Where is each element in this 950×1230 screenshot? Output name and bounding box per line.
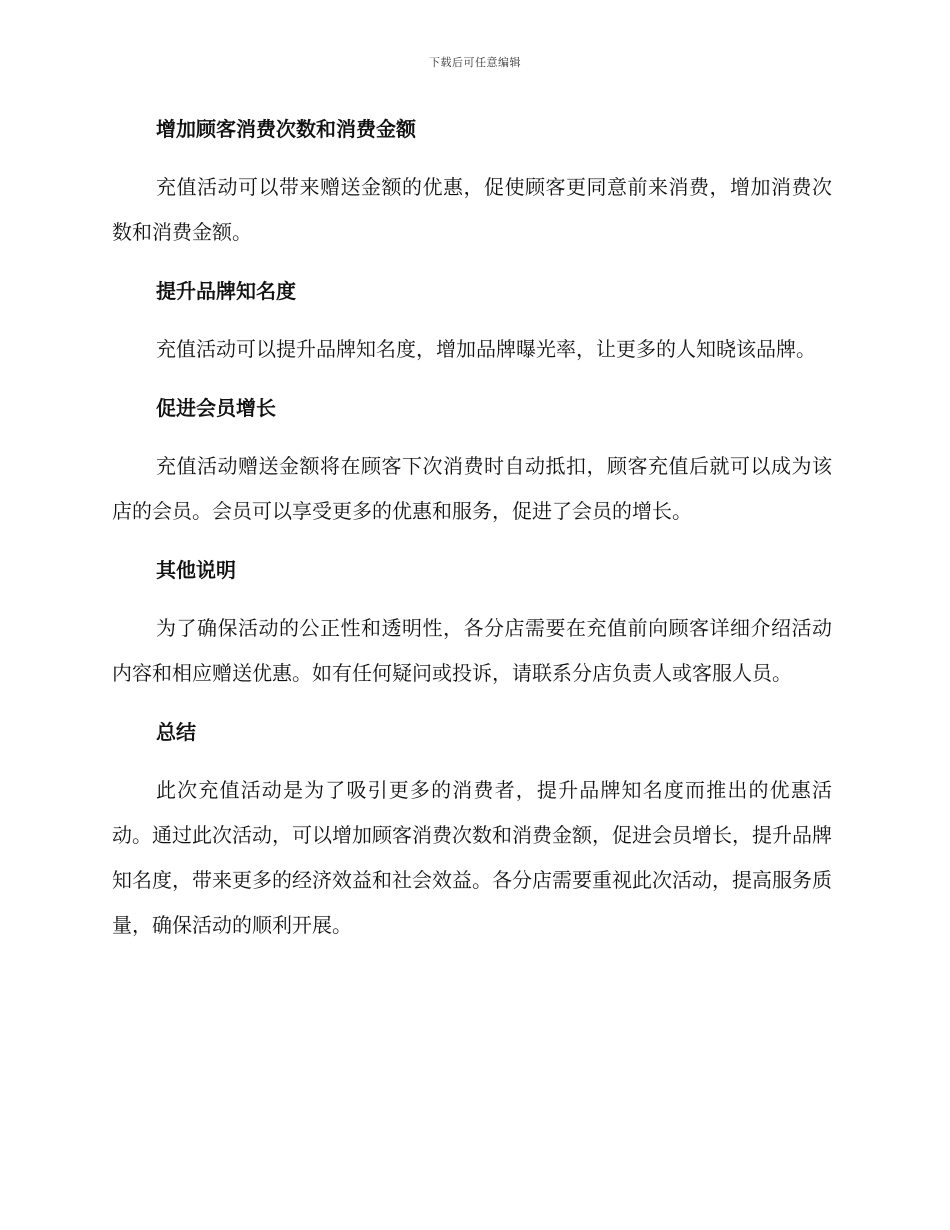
page-header-note: 下载后可任意编辑 <box>429 56 521 69</box>
section-other-notes <box>112 554 832 696</box>
section-paragraph: 充值活动赠送金额将在顾客下次消费时自动抵扣，顾客充值后就可以成为该店的会员。会员可以享受更多的优惠和服务，促进了会员的增长。 <box>112 454 832 523</box>
section-paragraph: 充值活动可以带来赠送金额的优惠，促使顾客更同意前来消费，增加消费次数和消费金额。 <box>112 175 832 244</box>
section-summary <box>112 716 832 948</box>
section-heading: 增加顾客消费次数和消费金额 <box>156 117 416 141</box>
section-heading: 促进会员增长 <box>156 396 276 420</box>
section-heading: 总结 <box>156 720 196 744</box>
section-paragraph: 充值活动可以提升品牌知名度，增加品牌曝光率，让更多的人知晓该品牌。 <box>156 337 816 361</box>
document-body <box>112 113 832 968</box>
section-brand-awareness <box>112 275 832 372</box>
section-paragraph: 为了确保活动的公正性和透明性，各分店需要在充值前向顾客详细介绍活动内容和相应赠送优惠。如有任何疑问或投诉，请联系分店负责人或客服人员。 <box>112 616 832 685</box>
section-paragraph: 此次充值活动是为了吸引更多的消费者，提升品牌知名度而推出的优惠活动。通过此次活动，可以增加顾客消费次数和消费金额，促进会员增长，提升品牌知名度，带来更多的经济效益和社会效益。各分店需要重视此次活动，提高服务质量，确保活动的顺利开展。 <box>112 778 832 937</box>
section-increase-spending <box>112 113 832 255</box>
section-member-growth <box>112 392 832 534</box>
section-heading: 提升品牌知名度 <box>156 279 296 303</box>
section-heading: 其他说明 <box>156 558 236 582</box>
